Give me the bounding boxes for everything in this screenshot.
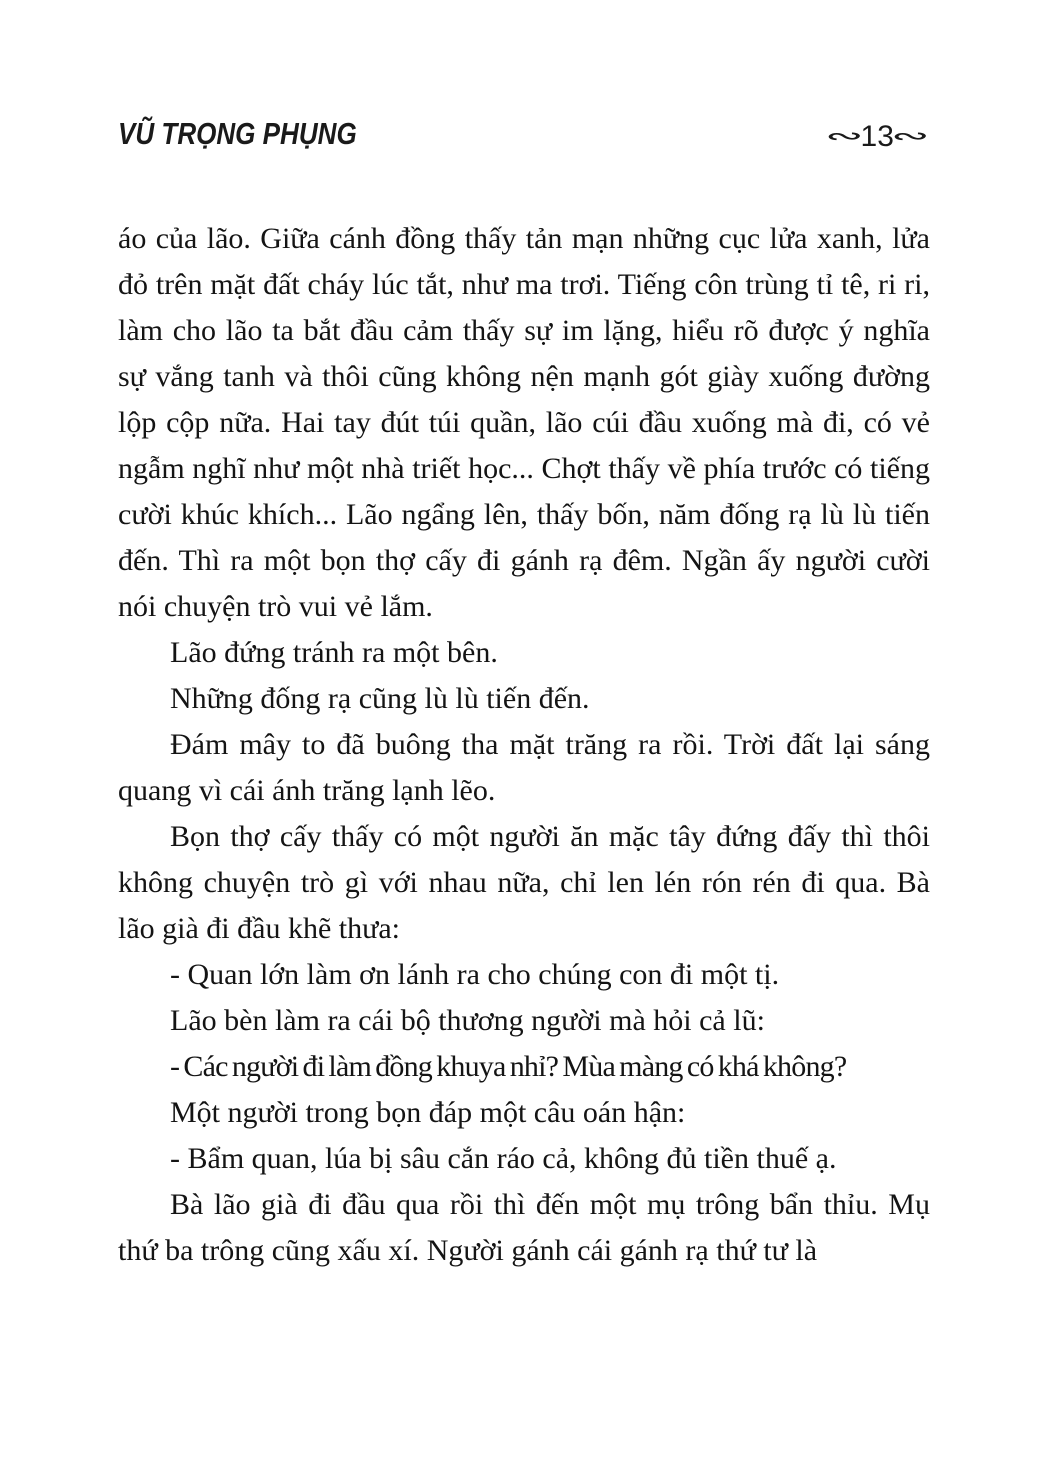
page-number: 13 <box>860 120 894 153</box>
body-paragraph: Những đống rạ cũng lù lù tiến đến. <box>170 682 590 715</box>
body-paragraph: Lão bèn làm ra cái bộ thương người mà hỏi cả lũ: <box>170 1004 765 1037</box>
swash-ornament-right-icon: ∾ <box>890 123 930 150</box>
dialogue-paragraph: - Quan lớn làm ơn lánh ra cho chúng con đi một tị. <box>170 958 780 991</box>
author-running-head: VŨ TRỌNG PHỤNG <box>118 116 357 151</box>
swash-ornament-left-icon: ∾ <box>825 123 864 150</box>
page-body <box>118 216 930 1274</box>
body-paragraph: Đám mây to đã buông tha mặt trăng ra rồi. Trời đất lại sáng quang vì cái ánh trăng lạnh lẽo. <box>118 728 930 807</box>
page-header <box>118 112 930 152</box>
dialogue-paragraph-condensed: - Các người đi làm đồng khuya nhỉ? Mùa màng có khá không? <box>170 1050 847 1083</box>
page-number-block <box>825 120 930 153</box>
body-paragraph: Bà lão già đi đầu qua rồi thì đến một mụ trông bẩn thỉu. Mụ thứ ba trông cũng xấu xí. Người gánh cái gánh rạ thứ tư là <box>118 1188 930 1267</box>
body-paragraph: Lão đứng tránh ra một bên. <box>170 636 498 669</box>
body-paragraph: Một người trong bọn đáp một câu oán hận: <box>170 1096 686 1129</box>
body-paragraph-continuation: áo của lão. Giữa cánh đồng thấy tản mạn những cục lửa xanh, lửa đỏ trên mặt đất cháy lúc tắt, như ma trơi. Tiếng côn trùng tỉ tê, ri ri, làm cho lão ta bắt đầu cảm thấy sự im lặng, hiểu rõ được ý nghĩa sự vắng tanh và thôi cũng không nện mạnh gót giày xuống đường lộp cộp nữa. Hai tay đút túi quần, lão cúi đầu xuống mà đi, có vẻ ngẫm nghĩ như một nhà triết học... Chợt thấy về phía trước có tiếng cười khúc khích... Lão ngẩng lên, thấy bốn, năm đống rạ lù lù tiến đến. Thì ra một bọn thợ cấy đi gánh rạ đêm. Ngần ấy người cười nói chuyện trò vui vẻ lắm. <box>118 222 930 623</box>
dialogue-paragraph: - Bẩm quan, lúa bị sâu cắn ráo cả, không đủ tiền thuế ạ. <box>170 1142 837 1175</box>
body-paragraph: Bọn thợ cấy thấy có một người ăn mặc tây đứng đấy thì thôi không chuyện trò gì với nhau nữa, chỉ len lén rón rén đi qua. Bà lão già đi đầu khẽ thưa: <box>118 820 930 945</box>
